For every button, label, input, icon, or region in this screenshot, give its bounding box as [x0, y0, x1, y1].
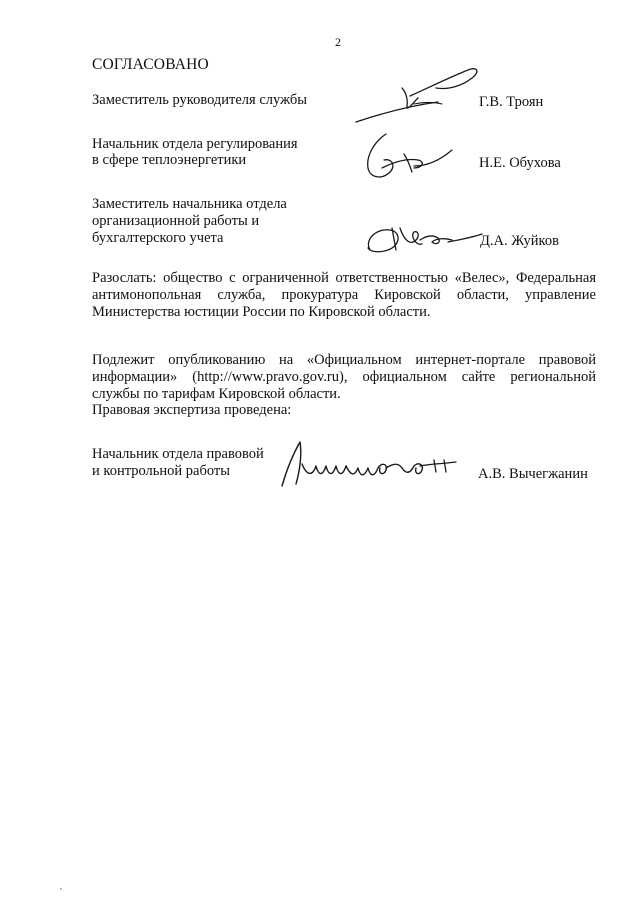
legal-head-signature [274, 434, 464, 490]
approver-2-role-line-1: Начальник отдела регулирования [92, 136, 298, 152]
approver-3-role-line-2: организационной работы и [92, 213, 260, 229]
legal-expertise-note: Правовая экспертиза проведена: [92, 402, 292, 418]
approver-2-role-line-2: в сфере теплоэнергетики [92, 152, 247, 168]
approver-3-signature [360, 220, 485, 260]
approver-1-signature [350, 58, 490, 130]
approver-2-name: Н.Е. Обухова [479, 155, 561, 171]
legal-head-name: А.В. Вычегжанин [478, 466, 588, 482]
approver-2-signature [360, 128, 460, 190]
legal-head-role-line-1: Начальник отдела правовой [92, 446, 264, 462]
approver-3-role-line-1: Заместитель начальника отдела [92, 196, 287, 212]
legal-head-role-line-2: и контрольной работы [92, 463, 230, 479]
approver-1-role-line-1: Заместитель руководителя службы [92, 92, 308, 108]
distribution-list: Разослать: общество с ограниченной ответственностью «Велес», Федеральная антимонопольная служба, прокуратура Кировской области, управление Министерства юстиции России по Кировской области. [92, 270, 596, 320]
approver-3-role-line-3: бухгалтерского учета [92, 230, 224, 246]
approval-heading: СОГЛАСОВАНО [92, 56, 209, 73]
page-number: 2 [335, 35, 341, 49]
approver-3-name: Д.А. Жуйков [480, 233, 559, 249]
scan-speck [60, 888, 62, 890]
approver-1-name: Г.В. Троян [479, 94, 544, 110]
publication-notice: Подлежит опубликованию на «Официальном интернет-портале правовой информации» (http://www.pravo.gov.ru), официальном сайте региональной службы по тарифам Кировской области. [92, 352, 596, 402]
